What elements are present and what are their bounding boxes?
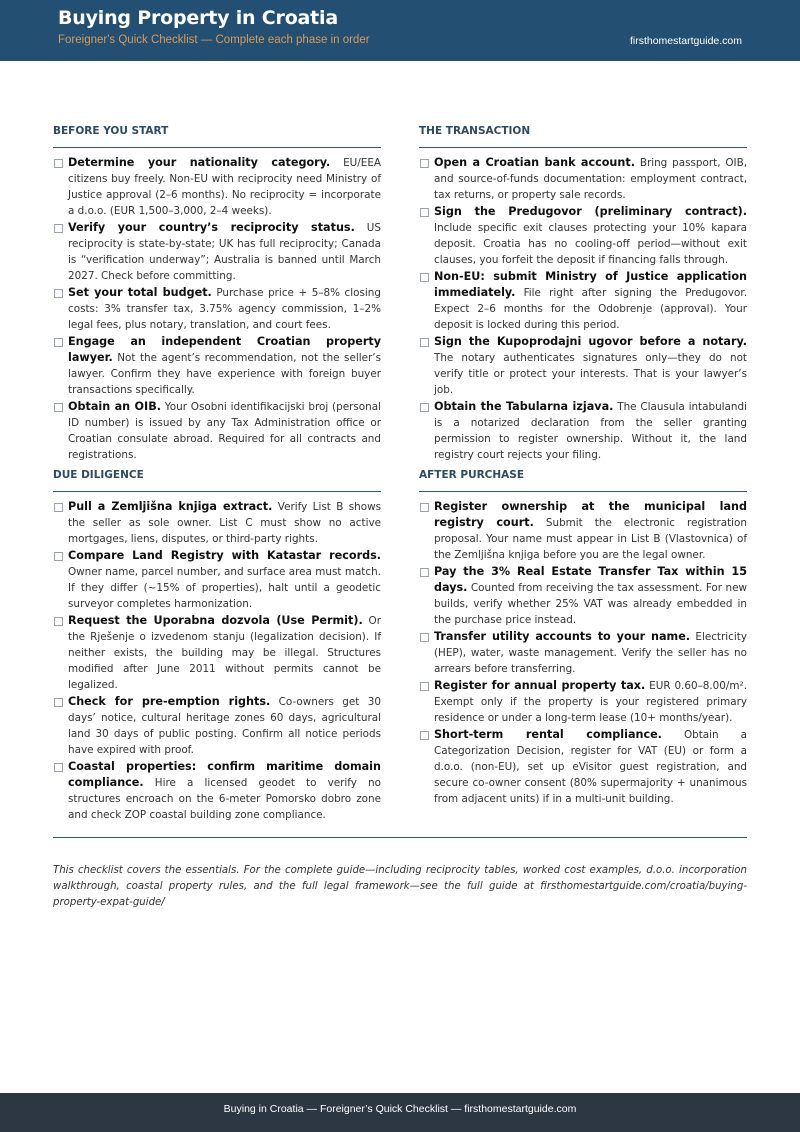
section-title: BEFORE YOU START [53, 125, 381, 148]
item-title: Determine your nationality category. [68, 156, 331, 169]
item-body: Electricity (HEP), water, waste management. Verify the seller has no arrears before transferring. [434, 631, 747, 675]
item-body: Include specific exit clauses protecting your 10% kapara deposit. Croatia has no cooling-off period—without exit clauses, you forfeit the deposit if financing falls through. [434, 222, 747, 266]
checkbox-icon[interactable] [420, 403, 429, 412]
item-body: Submit the electronic registration proposal. Your name must appear in List B (Vlastovnica) of the Zemljišna knjiga before you are the legal owner. [434, 517, 747, 561]
page-header [0, 0, 800, 61]
right-column [419, 125, 747, 813]
checkbox-icon[interactable] [54, 503, 63, 512]
checklist-item [419, 399, 747, 463]
section-title: AFTER PURCHASE [419, 469, 747, 492]
item-title: Transfer utility accounts to your name. [434, 630, 691, 643]
checkbox-icon[interactable] [54, 403, 63, 412]
checkbox-icon[interactable] [54, 224, 63, 233]
item-body: Counted from receiving the tax assessment. For new builds, verify whether 25% VAT was already embedded in the purchase price instead. [434, 582, 747, 626]
checklist-item [53, 694, 381, 758]
item-body: EUR 0.60–8.00/m². Exempt only if the property is your registered primary residence or under a long-term lease (10+ months/year). [434, 680, 747, 724]
checklist-item [53, 499, 381, 547]
section-title: DUE DILIGENCE [53, 469, 381, 492]
divider [53, 837, 747, 838]
item-body: Or the Rješenje o izvedenom stanju (legalization decision). If neither exists, the building may be illegal. Structures modified after June 2011 without permits cannot be legalized. [68, 615, 381, 691]
checklist-item [419, 155, 747, 203]
item-title: Engage an independent Croatian property lawyer. [68, 335, 381, 364]
checkbox-icon[interactable] [54, 289, 63, 298]
section-before-you-start [53, 125, 381, 463]
item-title: Pull a Zemljišna knjiga extract. [68, 500, 273, 513]
checklist-item [53, 399, 381, 463]
checkbox-icon[interactable] [420, 503, 429, 512]
checkbox-icon[interactable] [54, 159, 63, 168]
checkbox-icon[interactable] [420, 338, 429, 347]
checklist-item [53, 548, 381, 612]
section-title: THE TRANSACTION [419, 125, 747, 148]
checklist-item [53, 613, 381, 693]
item-title: Obtain an OIB. [68, 400, 161, 413]
checkbox-icon[interactable] [420, 731, 429, 740]
checklist-item [419, 564, 747, 628]
checklist-item [53, 334, 381, 398]
item-body: US reciprocity is state-by-state; UK has full reciprocity; Canada is “verification underway”; Australia is banned until March 2027. Check before committing. [68, 222, 381, 282]
page-subtitle: Foreigner's Quick Checklist — Complete each phase in order [58, 34, 370, 46]
checkbox-icon[interactable] [420, 208, 429, 217]
item-title: Non-EU: submit Ministry of Justice application immediately. [434, 270, 747, 299]
item-title: Register for annual property tax. [434, 679, 646, 692]
item-body: Co-owners get 30 days’ notice, cultural heritage zones 60 days, agricultural land 30 days of public posting. Confirm all notice periods have expired with proof. [68, 696, 381, 756]
closing-note: This checklist covers the essentials. For the complete guide—including reciprocity tables, worked cost examples, d.o.o. incorporation walkthrough, coastal property rules, and the full legal framework—see the full guide at firsthomestartguide.com/croatia/buying-property-expat-guide/ [53, 865, 747, 908]
item-title: Sign the Kupoprodajni ugovor before a notary. [434, 335, 747, 348]
checkbox-icon[interactable] [54, 698, 63, 707]
section-after-purchase [419, 469, 747, 807]
checklist-item [419, 678, 747, 726]
page-footer [0, 1093, 800, 1132]
item-body: Hire a licensed geodet to verify no structures encroach on the 6-meter Pomorsko dobro zone and check ZOP coastal building zone compliance. [68, 777, 381, 821]
checkbox-icon[interactable] [420, 633, 429, 642]
checkbox-icon[interactable] [54, 763, 63, 772]
item-body: Obtain a Categorization Decision, register for VAT (EU) or form a d.o.o. (non-EU), set up eVisitor guest registration, and secure co-owner consent (80% supermajority + unanimous from adjacent units) if in a multi-unit building. [434, 729, 747, 805]
item-body: Verify List B shows the seller as sole owner. List C must show no active mortgages, liens, disputes, or third-party rights. [68, 501, 381, 545]
checklist-item [53, 220, 381, 284]
item-title: Obtain the Tabularna izjava. [434, 400, 614, 413]
header-url: firsthomestartguide.com [629, 35, 742, 47]
page-title: Buying Property in Croatia [58, 7, 338, 29]
section-the-transaction [419, 125, 747, 463]
item-title: Verify your country’s reciprocity status. [68, 221, 355, 234]
checklist-item [419, 269, 747, 333]
item-body: The notary authenticates signatures only—they do not verify title or protect your interests. That is your lawyer’s job. [434, 352, 747, 396]
checkbox-icon[interactable] [420, 159, 429, 168]
item-title: Pay the 3% Real Estate Transfer Tax within 15 days. [434, 565, 747, 594]
item-body: Bring passport, OIB, and source-of-funds documentation: employment contract, tax returns, or property sale records. [434, 157, 748, 201]
item-body: File right after signing the Predugovor. Expect 2–6 months for the Odobrenje (approval). Your deposit is locked during this period. [434, 287, 747, 331]
checklist-item [53, 285, 381, 333]
item-title: Set your total budget. [68, 286, 212, 299]
checklist-item [419, 499, 747, 563]
item-body: Not the agent’s recommendation, not the seller’s lawyer. Confirm they have experience with foreign buyer transactions specifically. [68, 352, 382, 396]
item-title: Coastal properties: confirm maritime domain compliance. [68, 760, 381, 789]
footer-text: Buying in Croatia — Foreigner’s Quick Checklist — firsthomestartguide.com [223, 1103, 577, 1115]
section-due-diligence [53, 469, 381, 823]
item-body: Purchase price + 5–8% closing costs: 3% transfer tax, 3.75% agency commission, 1–2% legal fees, plus notary, translation, and court fees. [68, 287, 381, 331]
left-column [53, 125, 381, 829]
checkbox-icon[interactable] [54, 552, 63, 561]
checkbox-icon[interactable] [54, 617, 63, 626]
item-title: Check for pre-emption rights. [68, 695, 271, 708]
item-title: Short-term rental compliance. [434, 728, 662, 741]
item-title: Sign the Predugovor (preliminary contract). [434, 205, 747, 218]
checkbox-icon[interactable] [54, 338, 63, 347]
item-title: Open a Croatian bank account. [434, 156, 635, 169]
item-body: Owner name, parcel number, and surface area must match. If they differ (~15% of properties), halt until a geodetic surveyor completes harmonization. [68, 566, 381, 610]
checklist-item [419, 204, 747, 268]
checklist-item [53, 759, 381, 823]
item-title: Compare Land Registry with Katastar records. [68, 549, 381, 562]
item-title: Request the Uporabna dozvola (Use Permit). [68, 614, 363, 627]
item-body: Your Osobni identifikacijski broj (personal ID number) is issued by any Tax Administration office or Croatian consulate abroad. Required for all contracts and registrations. [68, 401, 381, 461]
item-body: The Clausula intabulandi is a notarized declaration from the seller granting permission to register ownership. Without it, the land registry court rejects your filing. [434, 401, 747, 461]
item-title: Register ownership at the municipal land registry court. [434, 500, 747, 529]
checklist-item [53, 155, 381, 219]
checklist-item [419, 334, 747, 398]
checkbox-icon[interactable] [420, 682, 429, 691]
item-body: EU/EEA citizens buy freely. Non-EU with reciprocity need Ministry of Justice approval (2–6 months). No reciprocity = incorporate a d.o.o. (EUR 1,500–3,000, 2–4 weeks). [68, 157, 381, 217]
checklist-item [419, 727, 747, 807]
checkbox-icon[interactable] [420, 568, 429, 577]
checkbox-icon[interactable] [420, 273, 429, 282]
checklist-item [419, 629, 747, 677]
